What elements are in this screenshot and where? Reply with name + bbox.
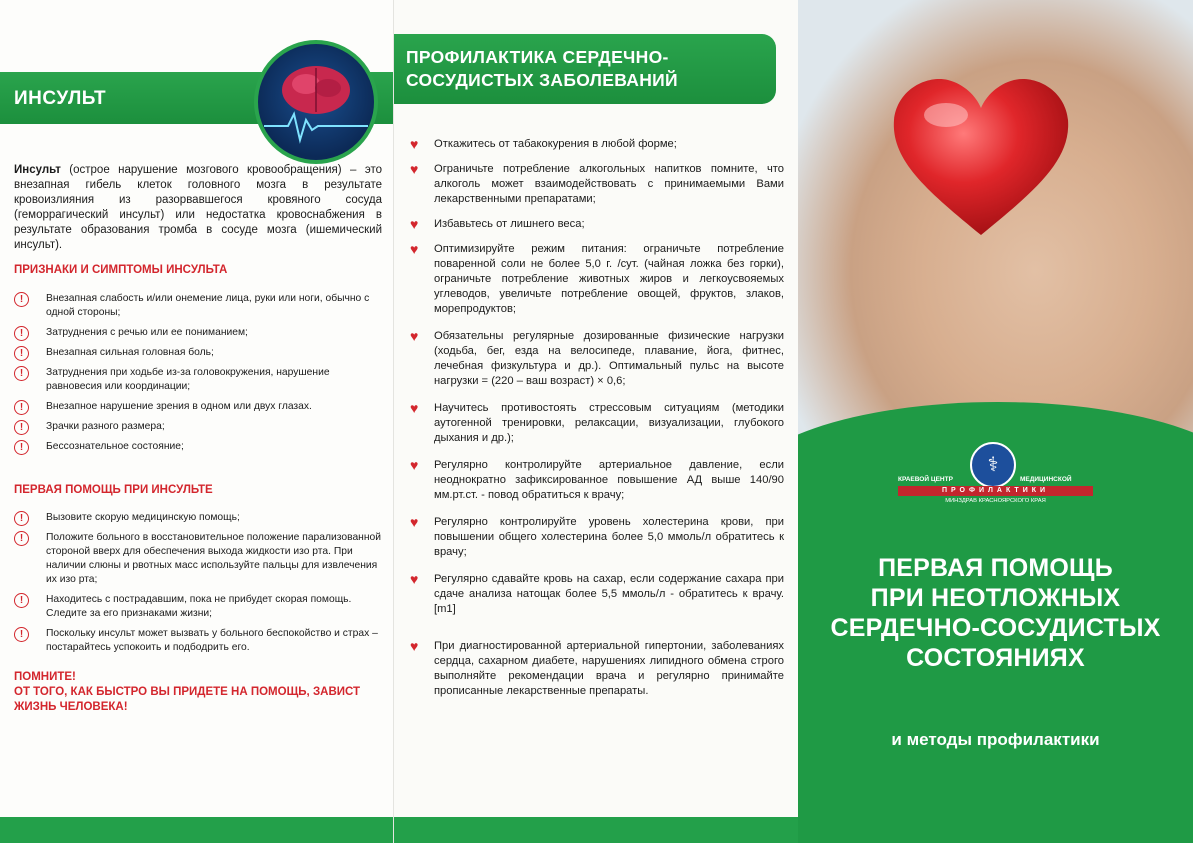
exclamation-circle-icon: ! xyxy=(14,400,29,415)
list-item: ♥ При диагностированной артериальной гипертонии, заболеваниях сердца, сахарном диабете, нарушениях липидного обмена строго выполняйте рекомендации врача и регулярно принимайте прописанные лекарственные препараты. xyxy=(410,638,784,697)
stroke-term: Инсульт xyxy=(14,164,61,176)
heart-icon: ♥ xyxy=(410,457,419,473)
first-aid-heading: ПЕРВАЯ ПОМОЩЬ ПРИ ИНСУЛЬТЕ xyxy=(14,484,213,496)
list-item: ! Находитесь с пострадавшим, пока не прибудет скорая помощь. Следите за его признаками жизни; xyxy=(14,593,384,621)
prevention-panel xyxy=(393,0,799,843)
hands-heart-photo xyxy=(798,0,1193,452)
exclamation-circle-icon: ! xyxy=(14,593,29,608)
list-item: ! Вызовите скорую медицинскую помощь; xyxy=(14,511,384,525)
list-item: ♥ Регулярно сдавайте кровь на сахар, если содержание сахара при сдаче анализа натощак более 5,5 ммоль/л - обратитесь к врачу.[m1] xyxy=(410,571,784,615)
stroke-intro xyxy=(14,163,382,253)
list-item: ! Затруднения при ходьбе из-за головокружения, нарушение равновесия или координации; xyxy=(14,366,384,394)
list-item: ♥ Регулярно контролируйте уровень холестерина крови, при повышении общего холестерина более 5,0 ммоль/л обратитесь к врачу; xyxy=(410,514,784,558)
stroke-panel xyxy=(0,0,393,843)
exclamation-circle-icon: ! xyxy=(14,440,29,455)
exclamation-circle-icon: ! xyxy=(14,531,29,546)
exclamation-circle-icon: ! xyxy=(14,627,29,642)
stroke-title: ИНСУЛЬТ xyxy=(14,88,107,109)
list-item: ! Внезапная сильная головная боль; xyxy=(14,346,384,360)
exclamation-circle-icon: ! xyxy=(14,346,29,361)
first-aid-list xyxy=(14,511,384,661)
heart-icon: ♥ xyxy=(410,638,419,654)
cover-subtitle: и методы профилактики xyxy=(891,730,1100,749)
list-item: ♥ Оптимизируйте режим питания: ограничьте потребление поваренной соли не более 5,0 г. /сут. (чайная ложка без горки), ограничьте потребление животных жиров и легкоусвояемых углеводов, увеличьте потребление овощей, фруктов, злаков, морепродуктов; xyxy=(410,241,784,315)
heart-icon: ♥ xyxy=(410,136,419,152)
list-item: ♥ Обязательны регулярные дозированные физические нагрузки (ходьба, бег, езда на велосипеде, плавание, йога, фитнес, лечебная физкультура и др.). Оптимальный пульс на высоте нагрузки = (220 – ваш возраст) × 0,6; xyxy=(410,328,784,387)
bottom-band xyxy=(394,817,799,843)
people-logo-icon: ⚕ xyxy=(970,442,1016,488)
heart-icon: ♥ xyxy=(410,216,419,232)
bottom-band xyxy=(0,817,393,843)
list-item: ! Положите больного в восстановительное положение парализованной стороной вверх для обеспечения выхода жидкости изо рта. При наличии слюны и рвотных масс используйте пальцы для извлечения их изо рта; xyxy=(14,531,384,587)
remember-title: ПОМНИТЕ! xyxy=(14,671,76,683)
heart-icon: ♥ xyxy=(410,514,419,530)
exclamation-circle-icon: ! xyxy=(14,366,29,381)
prevention-list xyxy=(410,137,784,699)
symptoms-list xyxy=(14,292,384,460)
prevention-title: ПРОФИЛАКТИКА СЕРДЕЧНО- СОСУДИСТЫХ ЗАБОЛЕВАНИЙ xyxy=(406,47,678,90)
list-item: ♥ Откажитесь от табакокурения в любой форме; xyxy=(410,136,677,152)
list-item: ♥ Регулярно контролируйте артериальное давление, если неоднократно зафиксированное повышение АД выше 140/90 мм.рт.ст. - повод обратиться к врачу; xyxy=(410,457,784,501)
heart-icon: ♥ xyxy=(410,161,419,177)
list-item: ! Внезапное нарушение зрения в одном или двух глазах. xyxy=(14,400,384,414)
stroke-definition: (острое нарушение мозгового кровообращения) – это внезапная гибель клеток головного мозга в результате кровоизлияния из разорвавшегося кровяного сосуда (геморрагический инсульт) или недостатка кровоснабжения в результате образования тромба в сосуде мозга (ишемический инсульт). xyxy=(14,164,382,251)
cover-title: ПЕРВАЯ ПОМОЩЬ ПРИ НЕОТЛОЖНЫХ СЕРДЕЧНО-СОСУДИСТЫХ СОСТОЯНИЯХ xyxy=(830,554,1161,672)
exclamation-circle-icon: ! xyxy=(14,420,29,435)
list-item: ♥ Научитесь противостоять стрессовым ситуациям (методики аутогенной тренировки, релаксации, визуализации, глубокого дыхания и др.); xyxy=(410,400,784,444)
heart-icon: ♥ xyxy=(410,328,419,344)
cover-panel xyxy=(798,0,1193,843)
heart-icon: ♥ xyxy=(410,241,419,257)
red-heart-icon xyxy=(886,70,1076,240)
list-item: ! Поскольку инсульт может вызвать у больного беспокойство и страх – постарайтесь успокоить и подбодрить его. xyxy=(14,627,384,655)
symptoms-heading: ПРИЗНАКИ И СИМПТОМЫ ИНСУЛЬТА xyxy=(14,264,228,276)
brain-illustration-icon xyxy=(254,40,378,164)
heart-icon: ♥ xyxy=(410,400,419,416)
list-item: ! Внезапная слабость и/или онемение лица, руки или ноги, обычно с одной стороны; xyxy=(14,292,384,320)
remember-note xyxy=(14,670,384,715)
exclamation-circle-icon: ! xyxy=(14,326,29,341)
remember-text: ОТ ТОГО, КАК БЫСТРО ВЫ ПРИДЕТЕ НА ПОМОЩЬ, ЗАВИСТ ЖИЗНЬ ЧЕЛОВЕКА! xyxy=(14,686,361,713)
list-item: ! Затруднения с речью или ее пониманием; xyxy=(14,326,384,340)
list-item: ♥ Избавьтесь от лишнего веса; xyxy=(410,216,585,232)
heart-icon: ♥ xyxy=(410,571,419,587)
list-item: ! Зрачки разного размера; xyxy=(14,420,384,434)
exclamation-circle-icon: ! xyxy=(14,292,29,307)
prevention-title-band xyxy=(394,34,776,104)
list-item: ♥ Ограничьте потребление алкогольных напитков помните, что алкоголь может взаимодействовать с принимаемыми Вами лекарственными препаратами; xyxy=(410,161,784,205)
prevention-center-logo: ⚕ КРАЕВОЙ ЦЕНТР МЕДИЦИНСКОЙ ПРОФИЛАКТИКИ МИНЗДРАВ КРАСНОЯРСКОГО КРАЯ xyxy=(898,442,1093,512)
exclamation-circle-icon: ! xyxy=(14,511,29,526)
list-item: ! Бессознательное состояние; xyxy=(14,440,384,454)
